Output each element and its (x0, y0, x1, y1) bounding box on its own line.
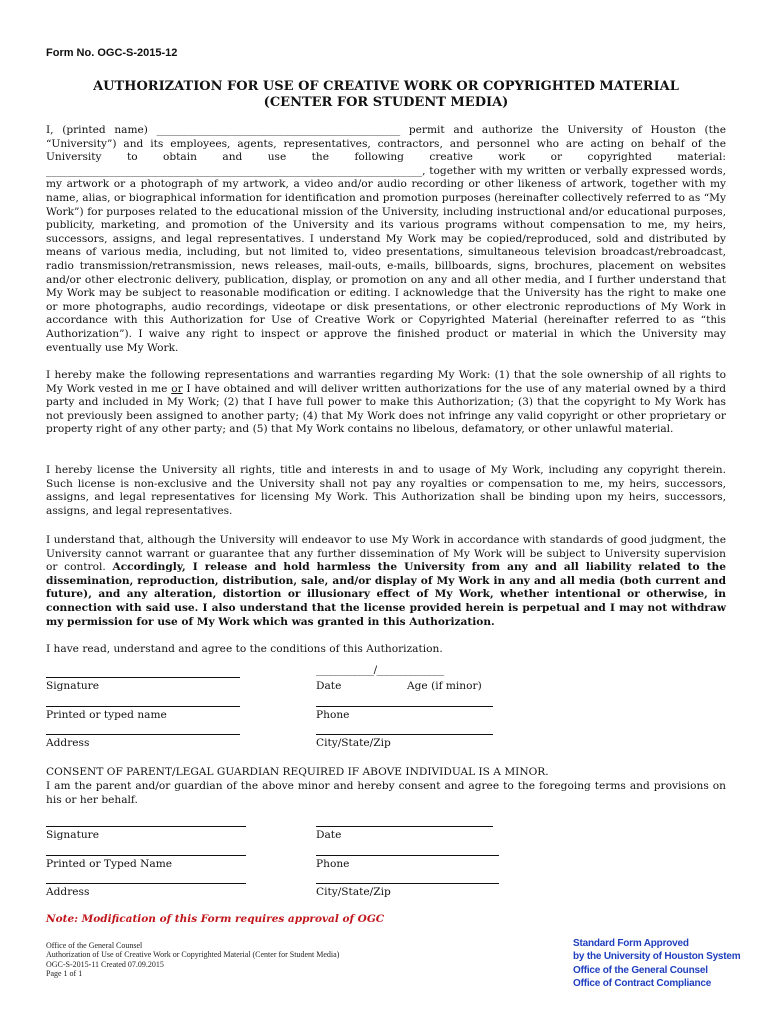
address-row (46, 734, 726, 762)
title-line-2: (CENTER FOR STUDENT MEDIA) (263, 95, 509, 110)
guardian-city-state-zip-label: City/State/Zip (316, 886, 391, 898)
release-text: I understand that, although the University will endeavor to use My Work in accordance with standards of good judgment, the University cannot warrant or guarantee that any further dissemination of My Work will be subject to University supervision or control. (46, 534, 726, 574)
footer-left (46, 941, 339, 979)
printed-name-line[interactable] (46, 706, 240, 707)
guardian-printed-name-line[interactable] (46, 855, 246, 856)
date-label: Date (316, 680, 342, 692)
age-label: Age (if minor) (407, 680, 482, 692)
paragraph-agree: I have read, understand and agree to the conditions of this Authorization. (46, 643, 443, 655)
guardian-signature-line[interactable] (46, 826, 246, 827)
approval-line: Office of Contract Compliance (573, 978, 712, 990)
title-line-1: AUTHORIZATION FOR USE OF CREATIVE WORK OR COPYRIGHTED MATERIAL (93, 79, 679, 94)
footer-left-line: OGC-S-2015-11 Created 07.09.2015 (46, 959, 164, 969)
paragraph-representations (46, 369, 726, 437)
approval-line: Standard Form Approved (573, 938, 689, 949)
paragraph-license: I hereby license the University all rights, title and interests in and to usage of My Work, including any copyright therein. Such license is non-exclusive and the University shall not pay any royalties or compensation to me, my heirs, successors, assigns, and legal representatives for licensing My Work. This Authorization shall be binding upon my heirs, successors, assigns, and legal representatives. (46, 464, 726, 517)
paragraph-authorization: I, (printed name) ______________________________________________ permit and authorize the University of Houston (the “University”) and its employees, agents, representatives, contractors, and personnel who are acting on behalf of the University to obtain and use the following creative work or copyrighted material: _______________________________________________________________________, together with my written or verbally expressed words, my artwork or a photograph of my artwork, a video and/or audio recording or other likeness of artwork, together with my name, alias, or biographical information for identification and promotion purposes (hereinafter collectively referred to as “My Work”) for purposes related to the educational mission of the University, including instructional and/or educational purposes, publicity, marketing, and promotion of the University and its various programs without compensation to me, my heirs, successors, assigns, and legal representatives. I understand My Work may be copied/reproduced, sold and distributed by means of various media, including, but not limited to, video presentations, simultaneous television broadcast/rebroadcast, radio transmission/retransmission, news releases, mail-outs, e-mails, billboards, signs, brochures, placement on websites and/or other electronic delivery, publication, display, or promotion on any and all other media, and I further understand that My Work may be subject to reasonable modification or editing. I acknowledge that the University has the right to make one or more photographs, audio recordings, videotape or disk presentations, or other electronic reproductions of My Work in accordance with this Authorization for Use of Creative Work or Copyrighted Material (hereinafter referred to as “this Authorization”). I waive any right to inspect or approve the finished product or material in which the University may eventually use My Work. (46, 124, 726, 354)
approval-stamp (573, 937, 740, 991)
guardian-printed-name-row (46, 855, 726, 883)
document-title (46, 79, 726, 111)
representations-text-a: I hereby make the following representations and warranties regarding My Work: (1) that the sole ownership of all rights to My Work vested in me (46, 369, 726, 395)
approval-line: by the University of Houston System (573, 951, 741, 963)
release-bold-text: Accordingly, I release and hold harmless the University from any and all liability related to the dissemination, reproduction, distribution, sale, and/or display of My Work in any and all media (both current and future), and any alteration, distortion or illusionary effect of My Work, whether intentional or otherwise, in connection with said use. I also understand that the license provided herein is perpetual and I may not withdraw my permission for use of My Work which was granted in this Authorization. (46, 561, 726, 628)
footer-left-line: Office of the General Counsel (46, 941, 143, 950)
phone-label: Phone (316, 709, 350, 721)
form-number: Form No. OGC-S-2015-12 (46, 47, 178, 59)
printed-name-label: Printed or typed name (46, 709, 167, 721)
city-state-zip-line[interactable] (316, 734, 493, 735)
guardian-address-row (46, 883, 726, 911)
modification-note: Note: Modification of this Form requires approval of OGC (46, 913, 385, 925)
address-label: Address (46, 737, 90, 749)
signature-line[interactable] (46, 677, 240, 678)
guardian-consent-text: I am the parent and/or guardian of the above minor and hereby consent and agree to the foregoing terms and provisions on his or her behalf. (46, 780, 726, 806)
guardian-phone-label: Phone (316, 858, 350, 870)
address-line[interactable] (46, 734, 240, 735)
guardian-date-label: Date (316, 829, 342, 841)
guardian-address-label: Address (46, 886, 90, 898)
footer-left-line: Authorization of Use of Creative Work or Copyrighted Material (Center for Student Media) (46, 950, 340, 960)
representations-text-b: I have obtained and will deliver written authorizations for the use of any material owned by a third party and included in My Work; (2) that I have full power to make this Authorization; (3) that the copyright to My Work has not previously been assigned to another party; (4) that My Work does not infringe any valid copyright or other proprietary or property right of any other party; and (5) that My Work contains no libelous, defamatory, or other unlawful material. (46, 382, 726, 436)
guardian-printed-name-label: Printed or Typed Name (46, 858, 173, 870)
guardian-date-line[interactable] (316, 826, 493, 827)
signature-row (46, 664, 726, 705)
guardian-heading: CONSENT OF PARENT/LEGAL GUARDIAN REQUIRED IF ABOVE INDIVIDUAL IS A MINOR. (46, 766, 549, 778)
footer-left-line: Page 1 of 1 (46, 969, 83, 979)
approval-line: Office of the General Counsel (573, 964, 708, 976)
representations-or: or (171, 382, 183, 395)
phone-line[interactable] (316, 706, 493, 707)
signature-label: Signature (46, 680, 99, 692)
guardian-signature-label: Signature (46, 829, 99, 841)
city-state-zip-label: City/State/Zip (316, 737, 391, 749)
guardian-signature-row (46, 826, 726, 854)
guardian-city-state-zip-line[interactable] (316, 883, 499, 884)
guardian-phone-line[interactable] (316, 855, 499, 856)
printed-name-row (46, 706, 726, 734)
paragraph-release (46, 534, 726, 629)
guardian-address-line[interactable] (46, 883, 246, 884)
date-age-blank[interactable]: ____________/______________ (316, 664, 444, 676)
